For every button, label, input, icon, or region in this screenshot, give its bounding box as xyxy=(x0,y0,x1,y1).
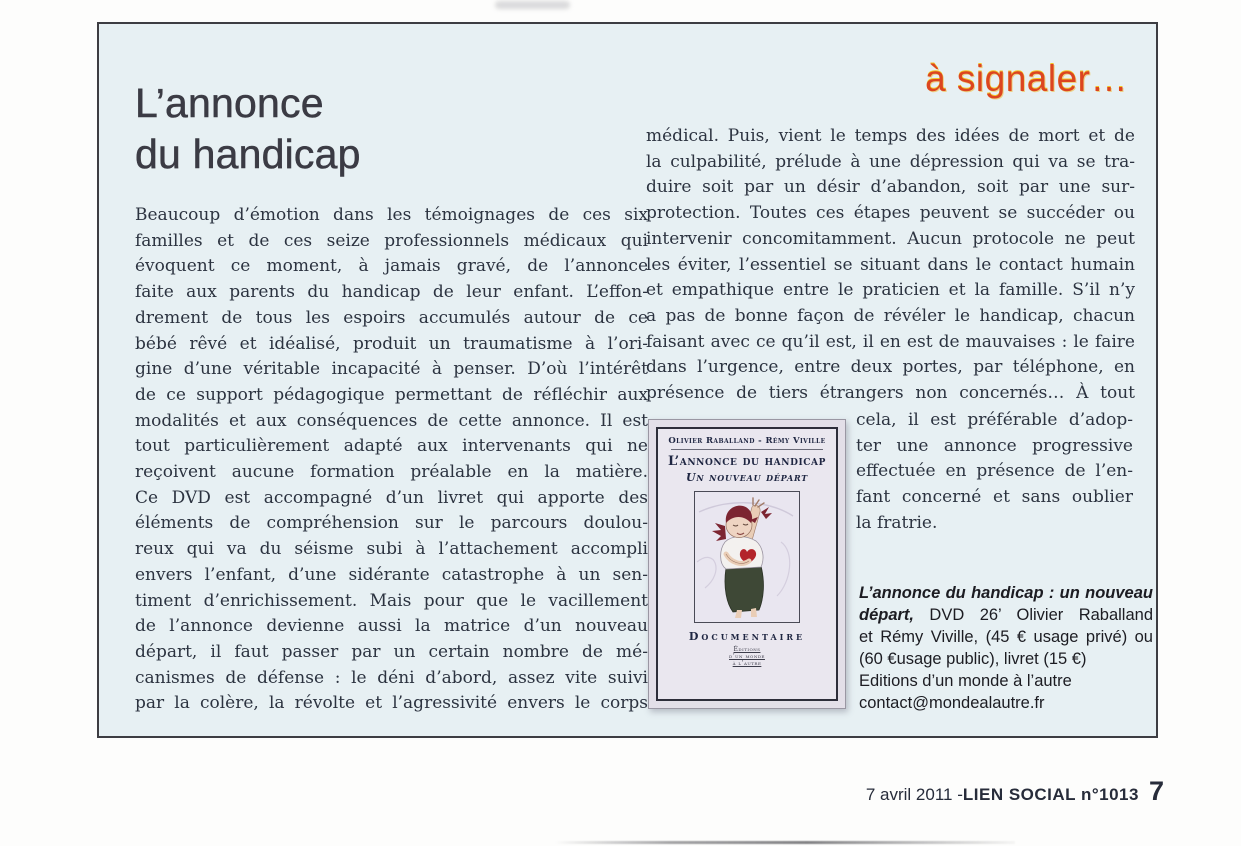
body-text-line: reux qui va du séisme subi à l’attachement accompli xyxy=(135,539,648,560)
dvd-genre: Documentaire xyxy=(688,630,806,643)
publication-footer xyxy=(866,776,1164,807)
dvd-cover-image xyxy=(648,419,846,709)
body-text-line: les éviter, l’essentiel se situant dans le contact humain xyxy=(646,254,1135,275)
body-text-line: canismes de défense : le déni d’abord, assez vite suivi xyxy=(135,667,648,688)
scan-artifact-bottom-streak xyxy=(555,841,1015,844)
dvd-title: L’annonce du handicap xyxy=(667,454,827,469)
dvd-publisher-logo xyxy=(729,646,765,667)
body-text-line: fant concerné et sans oublier xyxy=(856,487,1133,508)
body-text-line: la fratrie. xyxy=(856,512,938,533)
footer-date: 7 avril 2011 - xyxy=(865,785,963,804)
dvd-cover-frame xyxy=(656,427,838,701)
dvd-publisher-line1: Éditions xyxy=(733,646,761,653)
body-text-line: gine d’une véritable incapacité à penser. D’où l’intérêt xyxy=(135,359,648,380)
girl-illustration xyxy=(694,491,800,623)
body-text-line: ter une annonce progressive xyxy=(856,435,1133,456)
product-caption xyxy=(859,582,1153,714)
body-text-line: Ce DVD est accompagné d’un livret qui apporte des xyxy=(135,487,648,508)
body-text-line: reçoivent aucune formation préalable en la matière. xyxy=(135,462,648,483)
body-text-line: drement de tous les espoirs accumulés autour de ce xyxy=(135,307,648,328)
dvd-publisher-line3: à l’autre xyxy=(732,660,762,667)
body-text-line: bébé rêvé et idéalisé, produit un traumatisme à l’ori- xyxy=(135,333,648,354)
body-text-line: médical. Puis, vient le temps des idées de mort et de xyxy=(646,126,1135,146)
dvd-subtitle: Un nouveau départ xyxy=(685,471,809,484)
caption-line: et Rémy Viville, (45 € usage privé) ou xyxy=(859,628,1153,646)
article-right-column-wrap xyxy=(856,408,1133,537)
body-text-line: tout particulièrement adapté aux intervenants qui ne xyxy=(135,436,648,457)
article-left-column xyxy=(135,203,648,717)
body-text-line: timent d’enrichissement. Mais pour que le vacillement xyxy=(135,590,648,611)
section-header: à signaler… xyxy=(925,58,1128,99)
article-title xyxy=(135,78,361,180)
dvd-publisher-line2: d’un monde xyxy=(729,653,765,660)
body-text-line: a pas de bonne façon de révéler le handicap, chacun xyxy=(646,305,1135,326)
article-title-line2: du handicap xyxy=(135,131,361,177)
body-text-line: cela, il est préférable d’adop- xyxy=(856,410,1133,430)
caption-line: départ, DVD 26’ Olivier Raballand xyxy=(859,606,1153,624)
body-text-line: intervenir concomitamment. Aucun protocole ne peut xyxy=(646,228,1135,249)
body-text-line: familles et de ces seize professionnels médicaux qui xyxy=(135,230,648,251)
caption-line: Editions d’un monde à l’autre xyxy=(859,672,1072,690)
body-text-line: la culpabilité, prélude à une dépression qui va se tra- xyxy=(646,151,1135,172)
body-text-line: de l’annonce devienne aussi la matrice d’un nouveau xyxy=(135,616,648,637)
caption-line: (60 €usage public), livret (15 €) xyxy=(859,650,1087,668)
footer-page-number: 7 xyxy=(1148,776,1164,806)
article-title-line1: L’annonce xyxy=(135,80,324,126)
body-text-line: dans l’urgence, entre deux portes, par téléphone, en xyxy=(646,357,1135,378)
body-text-line: protection. Toutes ces étapes peuvent se succéder ou xyxy=(646,203,1135,224)
footer-magazine-title: LIEN SOCIAL n°1013 xyxy=(962,785,1139,804)
dvd-divider-rule xyxy=(671,449,824,450)
body-text-line: évoquent ce moment, à jamais gravé, de l’annonce xyxy=(135,256,648,277)
caption-line: L’annonce du handicap : un nouveau xyxy=(859,584,1153,602)
body-text-line: effectuée en présence de l’en- xyxy=(856,461,1133,482)
body-text-line: et empathique entre le praticien et la famille. S’il n’y xyxy=(646,280,1135,301)
body-text-line: présence de tiers étrangers non concernés… À tout xyxy=(646,383,1135,404)
body-text-line: faisant avec ce qu’il est, il en est de mauvaises : le faire xyxy=(646,331,1135,352)
body-text-line: envers l’enfant, d’une sidérante catastrophe à un sen- xyxy=(135,564,648,585)
scan-artifact-top-smudge xyxy=(495,1,570,9)
body-text-line: duire soit par un désir d’abandon, soit par une sur- xyxy=(646,177,1135,198)
body-text-line: éléments de compréhension sur le parcours doulou- xyxy=(135,513,648,534)
scanned-page-panel xyxy=(97,22,1158,738)
caption-line: contact@mondealautre.fr xyxy=(859,694,1045,712)
body-text-line: de ce support pédagogique permettant de réfléchir aux xyxy=(135,384,648,405)
body-text-line: modalités et aux conséquences de cette annonce. Il est xyxy=(135,410,648,431)
body-text-line: Beaucoup d’émotion dans les témoignages de ces six xyxy=(135,205,648,225)
body-text-line: départ, il faut passer par un certain nombre de mé- xyxy=(135,641,648,662)
body-text-line: faite aux parents du handicap de leur enfant. L’effon- xyxy=(135,282,648,303)
body-text-line: par la colère, la révolte et l’agressivité envers le corps xyxy=(135,693,648,714)
article-right-column xyxy=(646,124,1135,407)
dvd-authors: Olivier Raballand - Rémy Viville xyxy=(668,436,826,446)
